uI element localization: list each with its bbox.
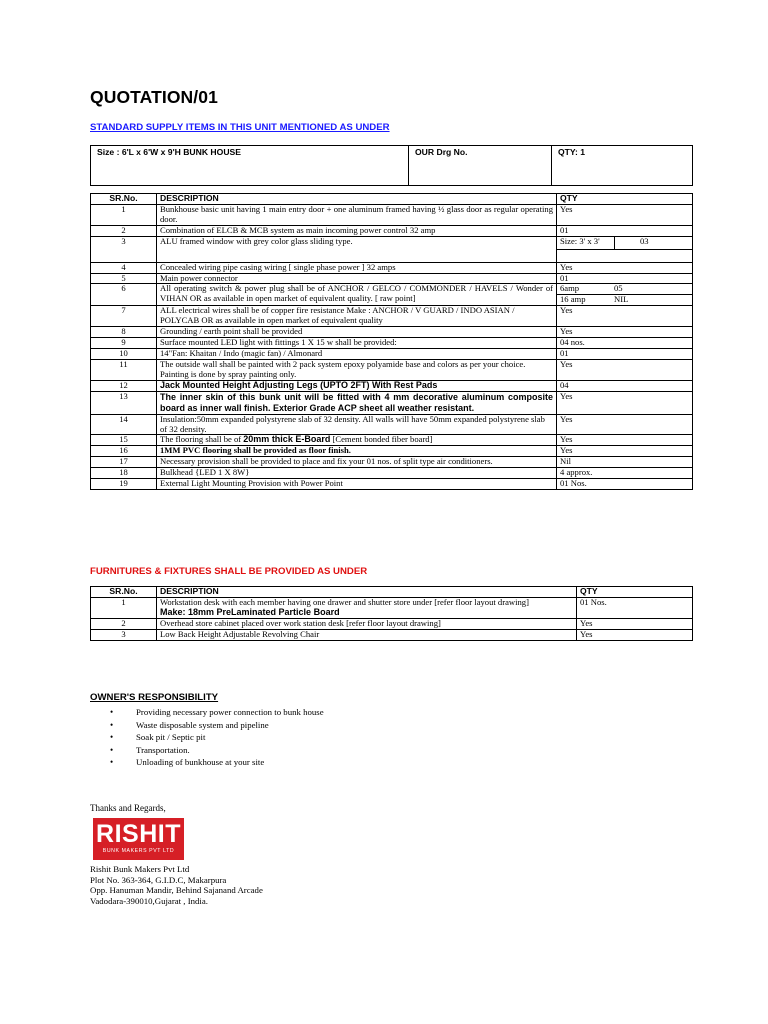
qty-cell: Yes (557, 306, 693, 327)
qty-cell: 01 (557, 225, 693, 236)
sr-cell: 7 (91, 306, 157, 327)
col-sr-header: SR.No. (91, 587, 157, 598)
company-logo (93, 818, 184, 860)
col-desc-header: DESCRIPTION (157, 194, 557, 205)
desc-cell: Surface mounted LED light with fittings 1 X 15 w shall be provided: (157, 338, 557, 349)
table-row (91, 380, 693, 391)
qty-cell: Yes (557, 204, 693, 225)
logo-sub-text: BUNK MAKERS PVT LTD (102, 848, 175, 854)
sr-cell: 3 (91, 629, 157, 640)
qty-cell: 01 (557, 273, 693, 284)
qty-cell: 01 (557, 348, 693, 359)
desc-cell: 1MM PVC flooring shall be provided as floor finish. (157, 446, 557, 457)
qty-cell (557, 284, 693, 306)
desc-post: [Cement bonded fiber board] (330, 434, 433, 445)
table-row (91, 359, 693, 380)
table-row (91, 629, 693, 640)
sr-cell: 6 (91, 284, 157, 306)
table-header-row (91, 587, 693, 598)
qty-cell: 04 nos. (557, 338, 693, 349)
qty-cell: Yes (577, 618, 693, 629)
desc-cell: External Light Mounting Provision with Power Point (157, 479, 557, 490)
qty-cell: Yes (557, 359, 693, 380)
qty-cell: 01 Nos. (577, 597, 693, 618)
owner-responsibility-heading: OWNER'S RESPONSIBILITY (90, 692, 219, 703)
standard-supply-heading: STANDARD SUPPLY ITEMS IN THIS UNIT MENTIONED AS UNDER (90, 122, 390, 133)
sr-cell: 16 (91, 446, 157, 457)
list-item: • Transportation. (110, 744, 324, 757)
qty-size: Size: 3' x 3' (557, 237, 615, 249)
sr-cell: 1 (91, 597, 157, 618)
qty-cell: 4 approx. (557, 468, 693, 479)
address-line: Vadodara-390010,Gujarat , India. (90, 896, 208, 907)
col-desc-header: DESCRIPTION (157, 587, 577, 598)
table-row (91, 327, 693, 338)
furniture-heading: FURNITURES & FIXTURES SHALL BE PROVIDED AS UNDER (90, 566, 368, 577)
table-row (91, 284, 693, 306)
qty-16amp: 16 amp (560, 294, 586, 305)
desc-bold: 20mm thick E-Board (243, 434, 331, 445)
sr-cell: 17 (91, 457, 157, 468)
table-row (91, 457, 693, 468)
sr-cell: 10 (91, 348, 157, 359)
table-row (91, 618, 693, 629)
desc-cell: The inner skin of this bunk unit will be fitted with 4 mm decorative aluminum composite board as inner wall finish. Exterior Grade ACP sheet all weather resistant. (157, 391, 557, 414)
desc-cell: Main power connector (157, 273, 557, 284)
table-row (91, 414, 693, 435)
col-sr-header: SR.No. (91, 194, 157, 205)
col-qty-header: QTY (557, 194, 693, 205)
list-item: • Unloading of bunkhouse at your site (110, 756, 324, 769)
sr-cell: 11 (91, 359, 157, 380)
desc-cell: Insulation:50mm expanded polystyrene slab of 32 density. All walls will have 50mm expanded polystyrene slab of 32 density. (157, 414, 557, 435)
desc-cell: Grounding / earth point shall be provided (157, 327, 557, 338)
qty-6amp-count: 05 (614, 283, 623, 294)
sr-cell: 1 (91, 204, 157, 225)
sr-cell: 12 (91, 380, 157, 391)
sr-cell: 9 (91, 338, 157, 349)
qty-cell: Yes (557, 327, 693, 338)
company-address (90, 864, 263, 907)
qty-cell: Yes (557, 446, 693, 457)
qty-cell: 04 (557, 380, 693, 391)
desc-cell: All operating switch & power plug shall be of ANCHOR / GELCO / COMMONDER / HAVELS / Wonder of VIHAN OR as available in open market of equivalent quality. [ raw point] (157, 284, 557, 306)
desc-cell: Jack Mounted Height Adjusting Legs (UPTO 2FT) With Rest Pads (157, 380, 557, 391)
address-line: Plot No. 363-364, G.I.D.C, Makarpura (90, 874, 227, 885)
header-table (90, 145, 693, 186)
quotation-title: QUOTATION/01 (90, 87, 218, 107)
table-row (91, 262, 693, 273)
desc-cell: Bunkhouse basic unit having 1 main entry door + one aluminum framed having ½ glass door as regular operating door. (157, 204, 557, 225)
desc-cell: ALL electrical wires shall be of copper fire resistance Make : ANCHOR / V GUARD / INDO ASIAN / POLYCAB OR as available in open market of equivalent quality (157, 306, 557, 327)
desc-cell: Concealed wiring pipe casing wiring [ single phase power ] 32 amps (157, 262, 557, 273)
qty-6amp: 6amp (560, 283, 580, 294)
list-item: • Providing necessary power connection to bunk house (110, 706, 324, 719)
desc-cell: 14"Fan: Khaitan / Indo (magic fan) / Almonard (157, 348, 557, 359)
desc-cell: Overhead store cabinet placed over work station desk [refer floor layout drawing] (157, 618, 577, 629)
drg-cell: OUR Drg No. (409, 146, 552, 186)
desc-cell: Bulkhead {LED 1 X 8W} (157, 468, 557, 479)
address-line: Rishit Bunk Makers Pvt Ltd (90, 864, 190, 874)
table-row (91, 391, 693, 414)
list-item: • Soak pit / Septic pit (110, 731, 324, 744)
qty-cell: Yes (557, 391, 693, 414)
sr-cell: 2 (91, 225, 157, 236)
qty-cell: QTY: 1 (552, 146, 693, 186)
sr-cell: 18 (91, 468, 157, 479)
table-row (91, 338, 693, 349)
sr-cell: 3 (91, 236, 157, 262)
table-row (91, 273, 693, 284)
desc-cell: ALU framed window with grey color glass sliding type. (157, 236, 557, 262)
qty-cell: Yes (577, 629, 693, 640)
sr-cell: 5 (91, 273, 157, 284)
desc-cell: Necessary provision shall be provided to place and fix your 01 nos. of split type air conditioners. (157, 457, 557, 468)
thanks-text: Thanks and Regards, (90, 803, 166, 813)
col-qty-header: QTY (577, 587, 693, 598)
qty-cell: Yes (557, 435, 693, 446)
qty-cell: Yes (557, 414, 693, 435)
table-row (91, 348, 693, 359)
table-row (91, 236, 693, 262)
table-row (91, 225, 693, 236)
table-row (91, 446, 693, 457)
logo-main-text: RISHIT (96, 820, 181, 848)
sr-cell: 2 (91, 618, 157, 629)
table-row (91, 468, 693, 479)
desc-cell: The outside wall shall be painted with 2 pack system epoxy polyamide base and colors as per your choice. Painting is done by spray painting only. (157, 359, 557, 380)
supply-items-table (90, 193, 693, 490)
qty-cell: Nil (557, 457, 693, 468)
desc-cell: Low Back Height Adjustable Revolving Chair (157, 629, 577, 640)
table-row (91, 435, 693, 446)
desc-pre: The flooring shall be of (160, 434, 244, 445)
sr-cell: 14 (91, 414, 157, 435)
list-item: • Waste disposable system and pipeline (110, 719, 324, 732)
sr-cell: 13 (91, 391, 157, 414)
desc-cell (157, 597, 577, 618)
sr-cell: 4 (91, 262, 157, 273)
table-header-row (91, 194, 693, 205)
owner-responsibility-list (110, 706, 324, 769)
qty-cell: Yes (557, 262, 693, 273)
table-row (91, 204, 693, 225)
table-row (91, 479, 693, 490)
qty-count: 03 (640, 235, 649, 246)
sr-cell: 19 (91, 479, 157, 490)
size-cell: Size : 6'L x 6'W x 9'H BUNK HOUSE (91, 146, 409, 186)
sr-cell: 15 (91, 435, 157, 446)
table-row (91, 306, 693, 327)
table-row (91, 597, 693, 618)
address-line: Opp. Hanuman Mandir, Behind Sajanand Arcade (90, 885, 263, 896)
sr-cell: 8 (91, 327, 157, 338)
desc-bold: Make: 18mm PreLaminated Particle Board (160, 606, 340, 617)
desc-cell: Combination of ELCB & MCB system as main incoming power control 32 amp (157, 225, 557, 236)
furniture-table (90, 586, 693, 641)
desc-cell (157, 435, 557, 446)
desc-text: Workstation desk with each member having one drawer and shutter store under [refer floor layout drawing] (160, 596, 529, 607)
qty-cell (557, 236, 693, 262)
qty-16amp-count: NIL (614, 294, 629, 305)
qty-cell: 01 Nos. (557, 479, 693, 490)
